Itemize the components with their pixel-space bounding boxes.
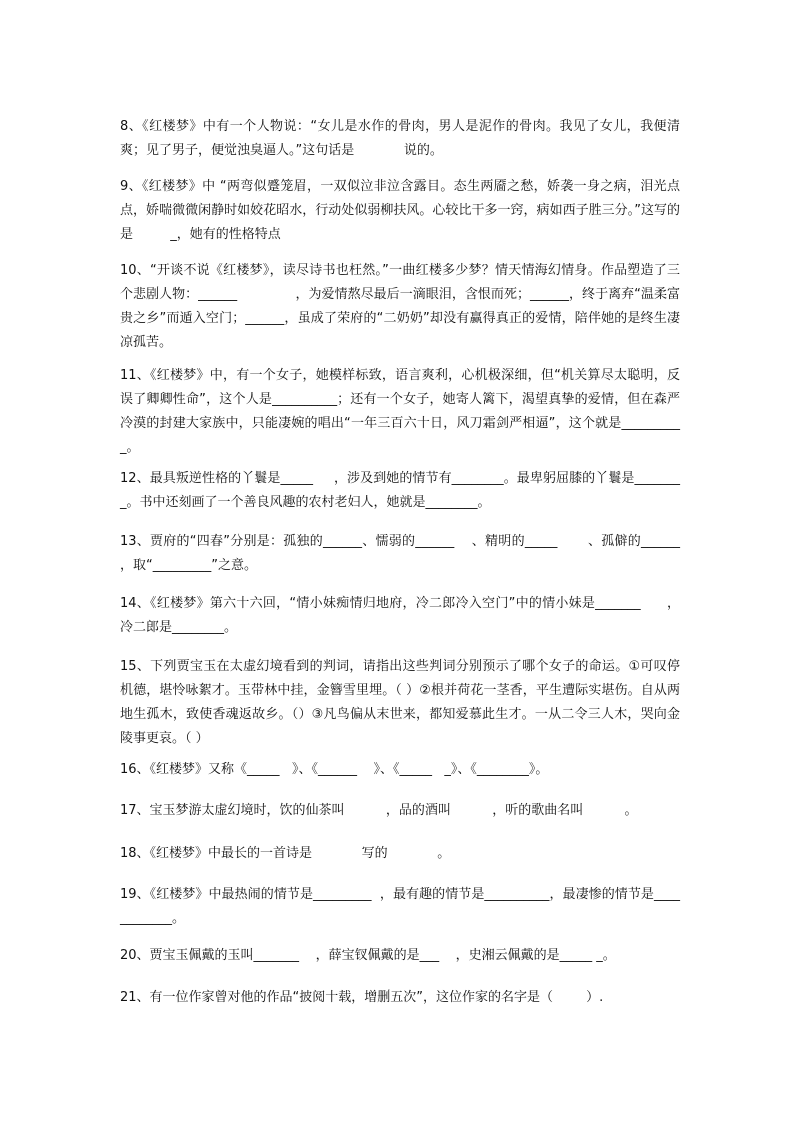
question-19: 19、《红楼梦》中最热闹的情节是_________ ，最有趣的情节是__________，最凄惨的情节是____________。 <box>120 887 680 926</box>
document-page <box>120 0 705 1123</box>
question-13: 13、贾府的“四春”分别是：孤独的______、懦弱的______ 、精明的_____ 、孤僻的______ ，取“_________”之意。 <box>120 534 705 573</box>
question-17: 17、宝玉梦游太虚幻境时，饮的仙茶叫 ，品的酒叫 ，听的歌曲名叫 。 <box>120 803 638 818</box>
question-18: 18、《红楼梦》中最长的一首诗是 写的 。 <box>120 846 451 861</box>
question-16: 16、《红楼梦》又称《_____ 》、《______ 》、《_____ _》、《________》。 <box>120 762 549 777</box>
question-10: 10、“开谈不说《红楼梦》，读尽诗书也枉然。”一曲红楼多少梦？情天情海幻情身。作品塑造了三个悲剧人物：______ ，为爱情熬尽最后一滴眼泪，含恨而死；______，终于离弃“温柔富贵之乡”而遁入空门；______，虽成了荣府的“二奶奶”却没有赢得真正的爱情，陪伴她的是终生凄凉孤苦。 <box>120 263 680 350</box>
question-9: 9、《红楼梦》中 “两弯似蹙笼眉，一双似泣非泣含露目。态生两靥之愁，娇袭一身之病，泪光点点，娇喘微微闲静时如姣花昭水，行动处似弱柳扶风。心较比干多一窍，病如西子胜三分。”这写的是 _，她有的性格特点 <box>120 179 680 242</box>
question-8: 8、《红楼梦》中有一个人物说：“女儿是水作的骨肉，男人是泥作的骨肉。我见了女儿，我便清爽；见了男子，便觉浊臭逼人。”这句话是 说的。 <box>120 119 680 158</box>
question-21: 21、有一位作家曾对他的作品“披阅十载，增删五次”，这位作家的名字是（ ）. <box>120 990 604 1005</box>
question-20: 20、贾宝玉佩戴的玉叫_______ ，薛宝钗佩戴的是___ ，史湘云佩戴的是_____ _。 <box>120 948 616 963</box>
question-14: 14、《红楼梦》第六十六回，“情小妹痴情归地府，冷二郎冷入空门”中的情小妹是_______ ，冷二郎是________。 <box>120 596 680 635</box>
question-15: 15、下列贾宝玉在太虚幻境看到的判词，请指出这些判词分别预示了哪个女子的命运。①可叹停机德，堪怜咏絮才。玉带林中挂，金簪雪里埋。（ ）②根并荷花一茎香，平生遭际实堪伤。自从两地生孤木，致使香魂返故乡。（）③凡鸟偏从末世来，都知爱慕此生才。一从二令三人木，哭向金陵事更哀。（ ） <box>120 659 680 746</box>
question-11: 11、《红楼梦》中，有一个女子，她模样标致，语言爽利，心机极深细，但“机关算尽太聪明，反误了卿卿性命”，这个人是__________；还有一个女子，她寄人篱下，渴望真挚的爱情，但在森严冷漠的封建大家族中，只能凄婉的唱出“一年三百六十日，风刀霜剑严相逼”，这个就是__________。 <box>120 368 680 455</box>
question-12: 12、最具叛逆性格的丫鬟是_____ ，涉及到她的情节有________。最卑躬屈膝的丫鬟是________。书中还刻画了一个善良风趣的农村老妇人，她就是________。 <box>120 471 680 510</box>
